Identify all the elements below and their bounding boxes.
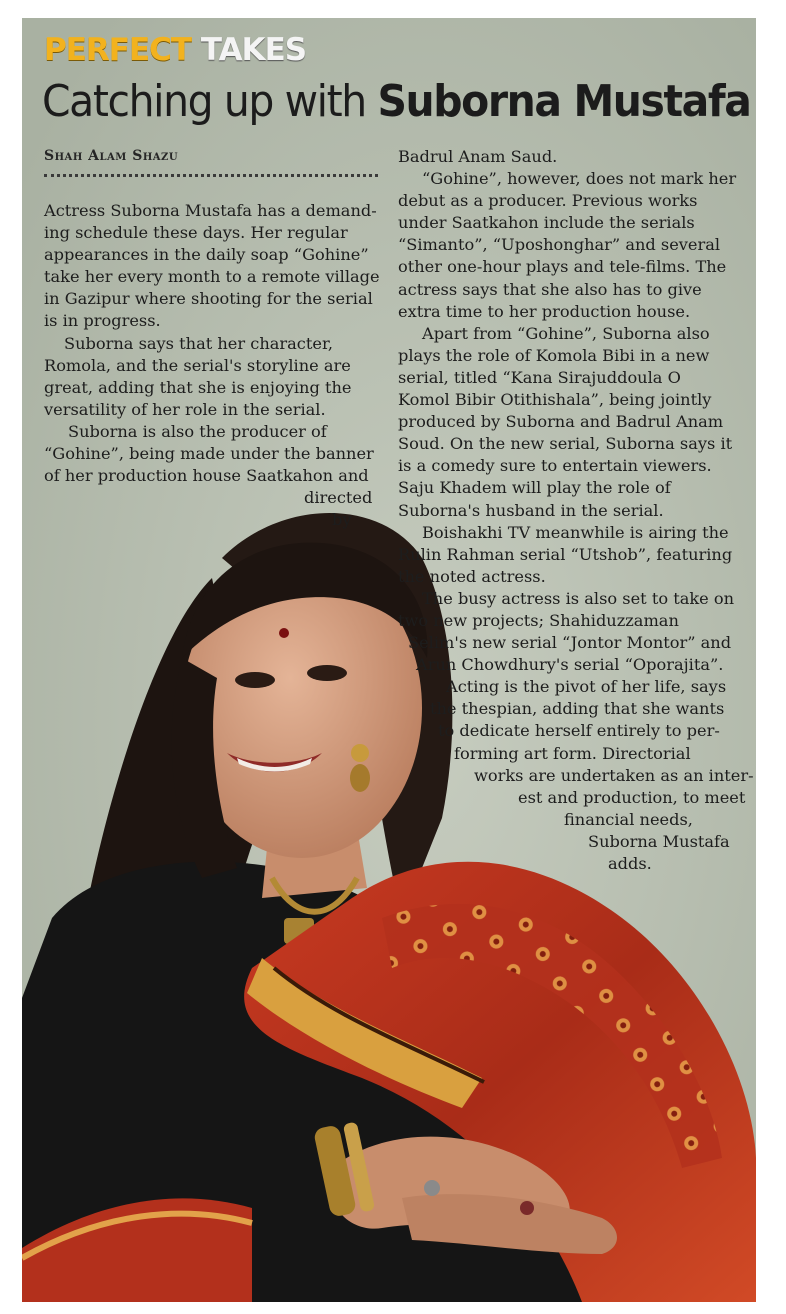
text-line: Romola, and the serial's storyline are — [44, 355, 351, 375]
text-line: forming art form. Directorial — [454, 743, 691, 763]
text-line: Suborna's husband in the serial. — [398, 500, 664, 520]
text-line: of her production house Saatkahon and — [44, 466, 369, 486]
paragraph-5 — [398, 323, 738, 522]
paragraph-8 — [398, 676, 754, 875]
text-line: Suborna Mustafa — [588, 831, 730, 851]
section-kicker — [44, 32, 306, 68]
text-line: under Saatkahon include the serials — [398, 213, 695, 233]
text-line: appearances in the daily soap “Gohine” — [44, 245, 369, 265]
text-line: take her every month to a remote village — [44, 267, 380, 287]
text-line: Soud. On the new serial, Suborna says it — [398, 434, 733, 454]
paragraph-2 — [44, 333, 380, 421]
text-line: plays the role of Komola Bibi in a new — [398, 345, 710, 365]
text-line: Acting is the pivot of her life, says — [446, 677, 727, 697]
text-line: debut as a producer. Previous works — [398, 191, 698, 211]
text-line: Rulin Rahman serial “Utshob”, featuring — [398, 544, 733, 564]
text-line: ing schedule these days. Her regular — [44, 223, 348, 243]
text-line: two new projects; Shahiduzzaman — [398, 610, 679, 630]
paragraph-3 — [44, 421, 380, 531]
text-line: Suborna is also the producer of — [68, 421, 327, 441]
headline-name: Suborna Mustafa — [377, 76, 751, 127]
text-line: est and production, to meet — [518, 787, 746, 807]
text-line: other one-hour plays and tele-films. The — [398, 257, 727, 277]
paragraph-4 — [398, 168, 738, 323]
text-line: adds. — [608, 854, 652, 873]
text-line: Actress Suborna Mustafa has a demand- — [44, 201, 377, 220]
text-line: directed — [304, 488, 373, 508]
text-line: “Gohine”, however, does not mark her — [422, 169, 737, 189]
text-line: The busy actress is also set to take on — [422, 588, 735, 608]
text-line: Badrul Anam Saud. — [398, 147, 558, 166]
text-line: financial needs, — [564, 809, 693, 829]
byline: Shah Alam Shazu — [44, 148, 179, 164]
text-line: the noted actress. — [398, 566, 546, 586]
text-line: Saju Khadem will play the role of — [398, 478, 671, 498]
text-line: in Gazipur where shooting for the serial — [44, 289, 373, 309]
kicker-part-2: TAKES — [200, 32, 307, 68]
text-line: Apart from “Gohine”, Suborna also — [422, 323, 710, 343]
text-line: Arun Chowdhury's serial “Oporajita”. — [416, 655, 724, 675]
text-line: versatility of her role in the serial. — [44, 399, 326, 419]
text-line: works are undertaken as an inter- — [474, 765, 754, 785]
text-line: Komol Bibir Otithishala”, being jointly — [398, 390, 712, 410]
text-line: Suborna says that her character, — [64, 333, 334, 353]
article-column-2 — [398, 146, 754, 875]
paragraph-6 — [398, 522, 738, 588]
text-line: “Simanto”, “Uposhonghar” and several — [398, 235, 721, 255]
headline — [42, 76, 751, 127]
kicker-part-1: PERFECT — [44, 32, 192, 68]
byline-rule — [44, 174, 378, 177]
text-line: by — [332, 510, 352, 530]
text-line: actress says that she also has to give — [398, 279, 702, 299]
text-line: Boishakhi TV meanwhile is airing the — [422, 522, 729, 542]
text-line: Selim's new serial “Jontor Montor” and — [408, 633, 732, 653]
text-line: great, adding that she is enjoying the — [44, 377, 352, 397]
text-line: produced by Suborna and Badrul Anam — [398, 412, 724, 432]
article-panel — [22, 18, 756, 1302]
text-line: serial, titled “Kana Sirajuddoula O — [398, 367, 681, 387]
text-line: to dedicate herself entirely to per- — [438, 721, 720, 741]
paragraph-7 — [398, 588, 738, 676]
paragraph-continued — [398, 146, 738, 168]
headline-lead: Catching up with — [42, 76, 378, 127]
text-line: “Gohine”, being made under the banner — [44, 444, 374, 464]
text-line: is a comedy sure to entertain viewers. — [398, 456, 712, 476]
article-column-1 — [44, 200, 380, 531]
text-line: extra time to her production house. — [398, 301, 691, 321]
paragraph-1 — [44, 200, 380, 333]
text-line: is in progress. — [44, 311, 161, 331]
text-line: the thespian, adding that she wants — [430, 699, 725, 719]
